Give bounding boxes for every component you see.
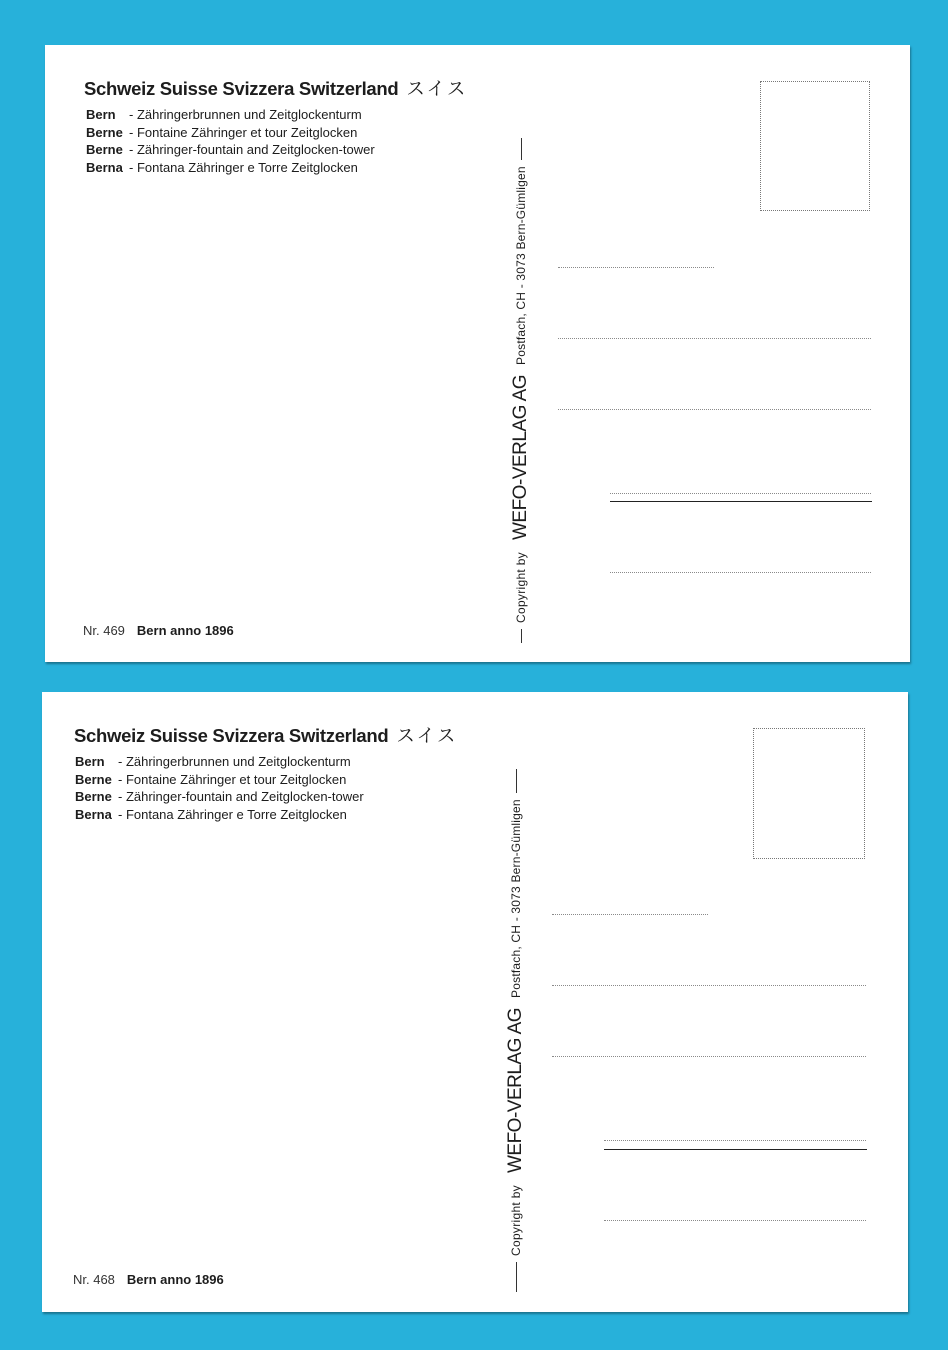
- caption-city: Bern: [86, 107, 116, 122]
- card-title-text: Schweiz Suisse Svizzera Switzerland: [74, 725, 389, 746]
- caption-city: Berne: [75, 771, 112, 787]
- card-title: [74, 722, 457, 748]
- caption-text: - Fontaine Zähringer et tour Zeitglocken: [129, 124, 358, 140]
- copyright-text: Copyright by: [514, 552, 528, 623]
- caption-city: Berne: [86, 142, 123, 158]
- address-line: [558, 409, 871, 410]
- caption-row: [86, 124, 375, 142]
- caption-row: [75, 788, 364, 806]
- caption-row: [75, 771, 364, 789]
- caption-list: [86, 106, 375, 176]
- card-footer: [83, 623, 234, 638]
- caption-row: [86, 106, 375, 124]
- address-line: [558, 338, 871, 339]
- address-line-solid: [610, 501, 872, 502]
- caption-row: [75, 806, 364, 824]
- address-line: [610, 493, 871, 494]
- publisher-imprint: [505, 732, 527, 1292]
- card-title-japanese: スイス: [406, 79, 468, 100]
- publisher-name: WEFO-VERLAG AG: [505, 1007, 526, 1174]
- imprint-rule-right: [521, 138, 522, 160]
- address-line: [552, 1056, 866, 1057]
- caption-row: [75, 753, 364, 771]
- caption-text: - Zähringer-fountain and Zeitglocken-tower: [118, 789, 364, 805]
- caption-text: - Zähringerbrunnen und Zeitglockenturm: [118, 754, 351, 769]
- caption-city: Bern: [75, 754, 105, 769]
- caption-list: [75, 753, 364, 823]
- address-line-solid: [604, 1149, 867, 1150]
- address-line: [558, 267, 714, 268]
- caption-row: [86, 141, 375, 159]
- caption-city: Berna: [75, 806, 112, 822]
- card-title: [84, 75, 467, 101]
- imprint-rule-left: [516, 1262, 517, 1292]
- card-number: Nr. 468: [73, 1272, 115, 1287]
- stamp-box: [753, 728, 865, 859]
- copyright-text: Copyright by: [509, 1185, 523, 1256]
- caption-text: - Zähringerbrunnen und Zeitglockenturm: [129, 107, 362, 122]
- caption-text: - Fontana Zähringer e Torre Zeitglocken: [118, 806, 347, 822]
- card-anno: Bern anno 1896: [136, 623, 234, 638]
- caption-text: - Zähringer-fountain and Zeitglocken-tower: [129, 142, 375, 158]
- caption-text: - Fontana Zähringer e Torre Zeitglocken: [129, 159, 358, 175]
- postcard-back-468: [42, 692, 908, 1312]
- address-line: [610, 572, 871, 573]
- card-title-text: Schweiz Suisse Svizzera Switzerland: [84, 78, 399, 99]
- stamp-box: [760, 81, 870, 211]
- caption-text: - Fontaine Zähringer et tour Zeitglocken: [118, 771, 347, 787]
- caption-city: Berna: [86, 159, 123, 175]
- address-line: [604, 1220, 866, 1221]
- caption-row: [86, 159, 375, 177]
- caption-city: Berne: [75, 789, 112, 805]
- publisher-address: Postfach, CH - 3073 Bern-Gümligen: [509, 799, 523, 998]
- imprint-rule-right: [516, 769, 517, 793]
- imprint-rule-left: [521, 629, 522, 643]
- postcard-back-469: [45, 45, 910, 662]
- publisher-address: Postfach, CH - 3073 Bern-Gümligen: [514, 166, 528, 365]
- publisher-name: WEFO-VERLAG AG: [510, 374, 531, 541]
- card-anno: Bern anno 1896: [126, 1272, 224, 1287]
- card-number: Nr. 469: [83, 623, 125, 638]
- publisher-imprint: [510, 83, 532, 643]
- address-line: [552, 985, 866, 986]
- caption-city: Berne: [86, 124, 123, 140]
- address-line: [604, 1140, 866, 1141]
- card-title-japanese: スイス: [396, 726, 458, 747]
- address-line: [552, 914, 708, 915]
- card-footer: [73, 1272, 224, 1287]
